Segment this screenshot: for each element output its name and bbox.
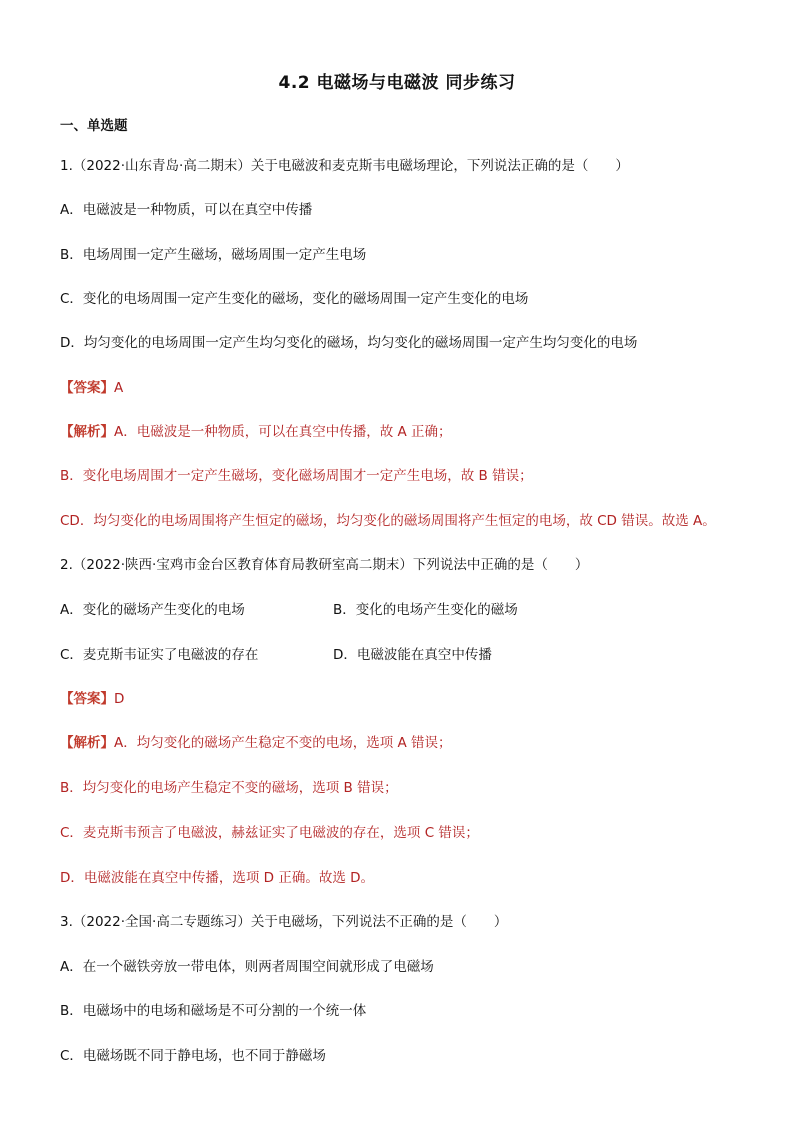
q3-option-a: A．在一个磁铁旁放一带电体，则两者周围空间就形成了电磁场 (60, 959, 434, 975)
answer-tag: 【答案】 (60, 691, 114, 707)
analysis-text: A．均匀变化的磁场产生稳定不变的电场，选项 A 错误； (114, 735, 452, 751)
answer-value: D (114, 691, 125, 707)
analysis-text: A．电磁波是一种物质，可以在真空中传播，故 A 正确； (114, 424, 452, 440)
analysis-tag: 【解析】 (60, 735, 114, 751)
q1-option-a: A．电磁波是一种物质，可以在真空中传播 (60, 202, 313, 218)
q2-analysis-3: C．麦克斯韦预言了电磁波，赫兹证实了电磁波的存在，选项 C 错误； (60, 825, 479, 841)
q1-stem: 1.（2022·山东青岛·高二期末）关于电磁波和麦克斯韦电磁场理论，下列说法正确的是（ ） (60, 158, 629, 174)
q2-option-d: D．电磁波能在真空中传播 (333, 647, 492, 663)
q1-answer (60, 379, 123, 397)
q2-option-c: C．麦克斯韦证实了电磁波的存在 (60, 647, 259, 663)
answer-tag: 【答案】 (60, 380, 114, 396)
q2-stem: 2.（2022·陕西·宝鸡市金台区教育体育局教研室高二期末）下列说法中正确的是（ ） (60, 557, 589, 573)
section-heading: 一、单选题 (60, 118, 128, 134)
q2-answer (60, 690, 124, 708)
q2-option-a: A．变化的磁场产生变化的电场 (60, 602, 245, 618)
q3-stem: 3.（2022·全国·高二专题练习）关于电磁场，下列说法不正确的是（ ） (60, 914, 508, 930)
q2-analysis-4: D．电磁波能在真空中传播，选项 D 正确。故选 D。 (60, 870, 375, 886)
q2-analysis-2: B．均匀变化的电场产生稳定不变的磁场，选项 B 错误； (60, 780, 398, 796)
q2-option-b: B．变化的电场产生变化的磁场 (333, 602, 518, 618)
q1-analysis-1 (60, 423, 452, 441)
q1-option-c: C．变化的电场周围一定产生变化的磁场，变化的磁场周围一定产生变化的电场 (60, 291, 529, 307)
q1-analysis-2: B．变化电场周围才一定产生磁场，变化磁场周围才一定产生电场，故 B 错误； (60, 468, 533, 484)
page-title: 4.2 电磁场与电磁波 同步练习 (278, 73, 516, 93)
q1-option-d: D．均匀变化的电场周围一定产生均匀变化的磁场，均匀变化的磁场周围一定产生均匀变化的电场 (60, 335, 638, 351)
q1-option-b: B．电场周围一定产生磁场，磁场周围一定产生电场 (60, 247, 367, 263)
q3-option-b: B．电磁场中的电场和磁场是不可分割的一个统一体 (60, 1003, 367, 1019)
q3-option-c: C．电磁场既不同于静电场，也不同于静磁场 (60, 1048, 326, 1064)
q2-analysis-1 (60, 734, 452, 752)
answer-value: A (114, 380, 124, 396)
analysis-tag: 【解析】 (60, 424, 114, 440)
q1-analysis-3: CD．均匀变化的电场周围将产生恒定的磁场，均匀变化的磁场周围将产生恒定的电场，故 CD 错误。故选 A。 (60, 513, 716, 529)
